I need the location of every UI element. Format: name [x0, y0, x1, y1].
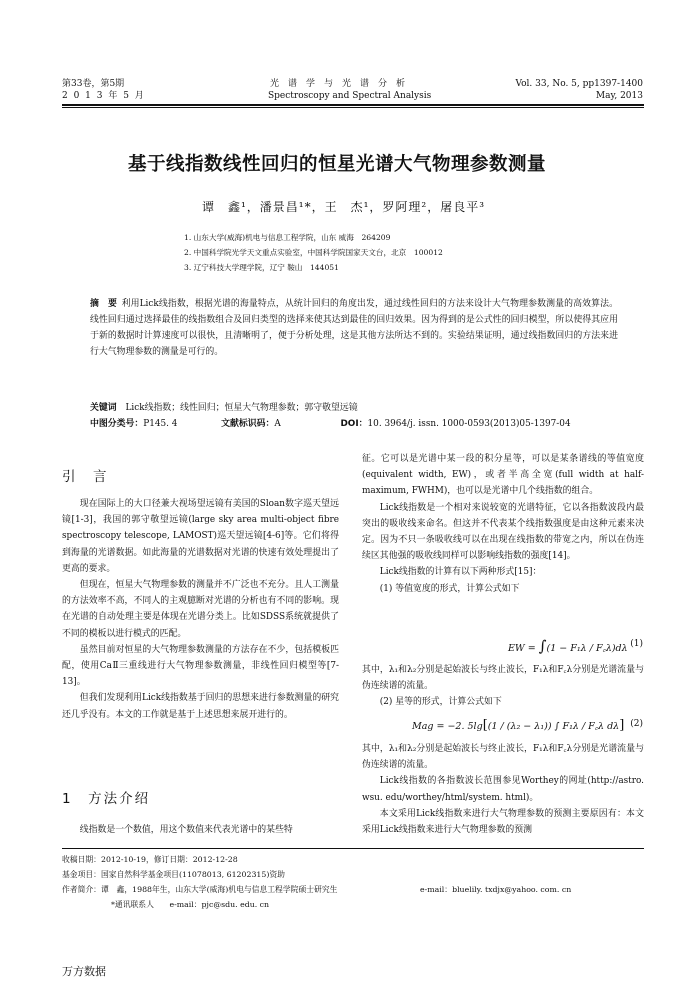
- footnote-received: 收稿日期：2012-10-19，修订日期：2012-12-28: [62, 855, 238, 864]
- doc-code: A: [274, 419, 281, 429]
- equation-2: Mag = −2. 5lg[(1 / (λ₂ − λ₁)) ∫ F₁λ / F꜀λ dλ]: [412, 718, 625, 733]
- equation-2-number: (2): [630, 719, 643, 729]
- equation-1: EW = ∫(1 − F₁λ / F꜀λ)dλ: [508, 637, 628, 655]
- abstract-text: 利用Lick线指数，根据光谱的海量特点，从统计回归的角度出发，通过线性回归的方法来设计大气物理参数测量的高效算法。线性回归通过选择最佳的线指数组合及回归类型的选择来使其达到最佳的回归效果。因为得到的是公式性的回归模型，所以使得其应用于新的数据时计算速度可以很快，且清晰明了，便于分析处理，这是其他方法所达不到的。实验结果证明，通过线指数回归的方法来进行大气物理参数的测量是可行的。: [90, 299, 619, 357]
- list-item-2: (2) 星等的形式，计算公式如下: [379, 697, 502, 708]
- equation-2-where: 其中，λ₁和λ₂分别是起始波长与终止波长，F₁λ和F꜀λ分别是光谱流量与伪连续谱的流量。: [362, 744, 644, 771]
- affiliation-3: 3. 辽宁科技大学理学院，辽宁 鞍山 144051: [184, 263, 339, 272]
- header-volume: 第33卷，第5期: [62, 79, 125, 89]
- right-column-bottom: [362, 741, 644, 838]
- right-paragraph-3: Lick线指数的计算有以下两种形式[15]：: [379, 567, 542, 578]
- affiliation-2: 2. 中国科学院光学天文重点实验室，中国科学院国家天文台，北京 100012: [184, 248, 443, 257]
- right-paragraph-1: 征。它可以是光谱中某一段的积分星等，可以是某条谱线的等值宽度(equivalent width, EW)，或者半高全宽(full width at half-maximum, FWHM)，也可以是光谱中几个线指数的组合。: [362, 454, 644, 497]
- header-month: May, 2013: [595, 91, 643, 101]
- equation-2-lhs: Mag = −2. 5lg: [412, 721, 483, 732]
- header-rule: [62, 104, 644, 106]
- keywords-label: 关键词: [90, 403, 117, 413]
- intro-paragraph-4: 但我们发现利用Lick线指数基于回归的思想来进行参数测量的研究还几乎没有。本文的工作就是基于上述思想来展开进行的。: [62, 693, 339, 720]
- right-paragraph-4: Lick线指数的各指数波长范围参见Worthey的网址(http://astro. wsu. edu/worthey/html/system. html)。: [362, 776, 644, 803]
- abstract: [90, 296, 618, 360]
- paper-title: 基于线指数线性回归的恒星光谱大气物理参数测量: [128, 154, 547, 175]
- footnote-rule: [62, 848, 644, 849]
- abstract-label: 摘 要: [90, 299, 118, 309]
- equation-1-where: 其中，λ₁和λ₂分别是起始波长与终止波长，F₁λ和F꜀λ分别是光谱流量与伪连续谱的流量。: [362, 665, 644, 692]
- keywords-text: Lick线指数；线性回归；恒星大气物理参数；郭守敬望远镜: [125, 403, 358, 413]
- doi-label: DOI：: [340, 419, 368, 429]
- footnote-fund: 基金项目：国家自然科学基金项目(11078013, 61202315)资助: [62, 870, 285, 879]
- right-paragraph-5: 本文采用Lick线指数来进行大气物理参数的预测主要原因有：本文采用Lick线指数来进行大气物理参数的预测: [362, 808, 644, 836]
- header-journal-cn: 光 谱 学 与 光 谱 分 析: [270, 79, 406, 89]
- header-rule-thin: [62, 107, 644, 108]
- intro-paragraph-2: 但现在，恒星大气物理参数的测量并不广泛也不充分。且人工测量的方法效率不高，不同人的主观臆断对光谱的分析也有不同的影响。现在光谱的自动处理主要是体现在光谱分类上。比如SDSS系统就提供了不同的模板以进行模式的匹配。: [62, 580, 339, 639]
- list-item-1: (1) 等值宽度的形式，计算公式如下: [379, 583, 520, 594]
- footnote-author-bio: 作者简介：谭 鑫，1988年生，山东大学(威海)机电与信息工程学院硕士研究生: [62, 885, 338, 894]
- equation-1-number: (1): [630, 639, 643, 649]
- affiliation-1: 1. 山东大学(威海)机电与信息工程学院，山东 威海 264209: [184, 233, 391, 242]
- keywords: [90, 400, 358, 416]
- footnote-author-email: e-mail：bluelily. txdjx@yahoo. com. cn: [420, 885, 572, 894]
- header-pages: Vol. 33, No. 5, pp1397-1400: [515, 79, 643, 89]
- header-date: 2 0 1 3 年 5 月: [62, 91, 146, 101]
- method-paragraph-1: [62, 822, 339, 838]
- section-method-title: 1 方法介绍: [62, 791, 151, 807]
- header-journal-en: Spectroscopy and Spectral Analysis: [268, 91, 432, 101]
- equation-2-rhs: (1 / (λ₂ − λ₁)) ∫ F₁λ / F꜀λ dλ: [487, 721, 620, 732]
- author-list: 谭 鑫¹，潘景昌¹*，王 杰¹，罗阿理²，屠良平³: [202, 200, 486, 214]
- intro-paragraph-1: 现在国际上的大口径兼大视场望远镜有美国的Sloan数字巡天望远镜[1-3]，我国的郭守敬望远镜(large sky area multi-object fibre spectroscopy telescope, LAMOST)巡天望远镜[4-6]等。它们将得到海量的光谱数据。如此海量的光谱数据对光谱的快速有效处理提出了更高的要求。: [62, 499, 339, 574]
- intro-paragraph-3: 虽然目前对恒星的大气物理参数测量的方法存在不少，包括模板匹配，使用CaⅡ三重线进行大气物理参数测量，非线性回归模型等[7-13]。: [62, 644, 339, 688]
- left-column-intro: [62, 496, 339, 723]
- classification-line: [90, 416, 571, 432]
- equation-1-rhs: (1 − F₁λ / F꜀λ)dλ: [546, 643, 628, 654]
- equation-1-lhs: EW =: [508, 643, 539, 654]
- right-column-top: [362, 451, 644, 597]
- doi-value: 10. 3964/j. issn. 1000-0593(2013)05-1397-04: [367, 419, 571, 429]
- right-paragraph-2: Lick线指数是一个相对来说较宽的光谱特征，它以各指数波段内最突出的吸收线来命名。但这并不代表某个线指数强度是由这种元素来决定。因为不只一条吸收线可以在出现在线指数的带宽之内，所以在伪连续区其他强的吸收线同样可以影响线指数的强度[14]。: [362, 502, 644, 562]
- method-paragraph-text: 线指数是一个数值，用这个数值来代表光谱中的某些特: [79, 825, 293, 835]
- watermark: 万方数据: [62, 965, 106, 978]
- right-column-middle: [362, 662, 644, 711]
- clc-code: P145. 4: [143, 419, 178, 429]
- section-introduction-title: 引 言: [62, 469, 109, 485]
- doc-code-label: 文献标识码：: [221, 419, 275, 429]
- clc-label: 中图分类号：: [90, 419, 144, 429]
- footnote-corresponding: *通讯联系人 e-mail：pjc@sdu. edu. cn: [111, 900, 270, 909]
